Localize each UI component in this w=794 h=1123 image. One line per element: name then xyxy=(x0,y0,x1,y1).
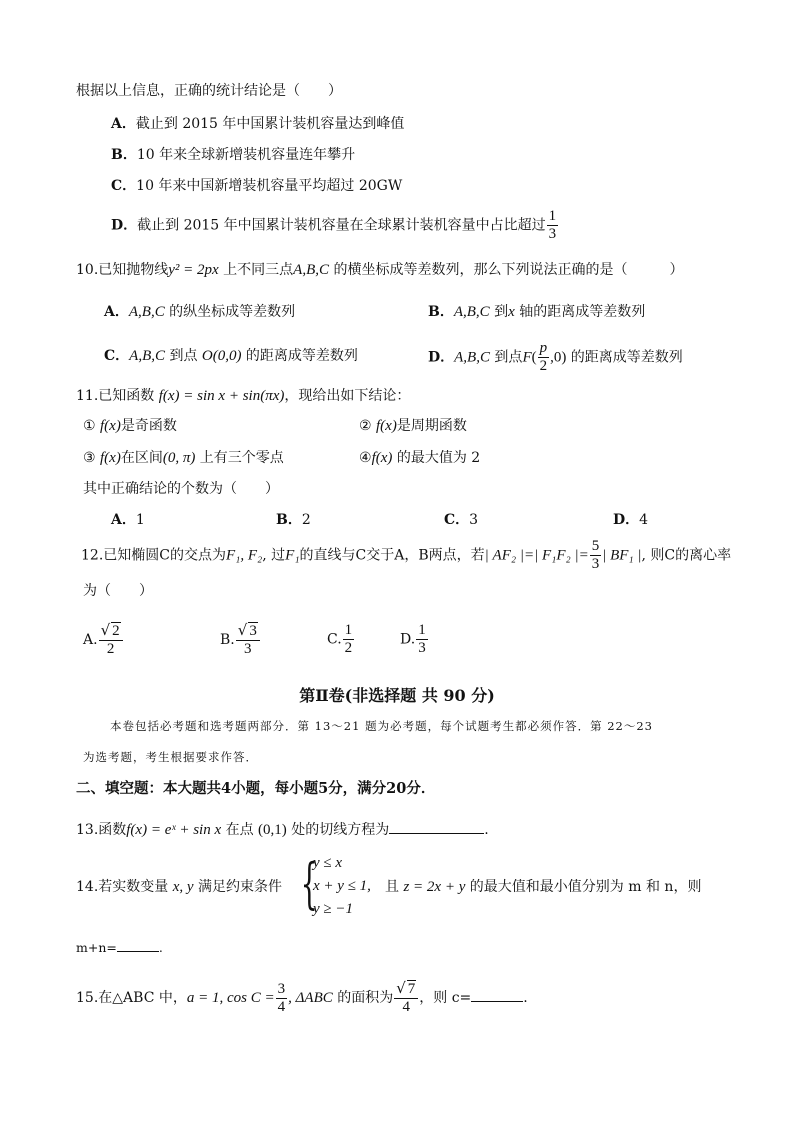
origin-point: O(0,0) xyxy=(201,348,242,364)
option-text: 截止到 2015 年中国累计装机容量在全球累计装机容量中占比超过 xyxy=(137,217,546,234)
fraction-sqrt7-over-4: $\frac{√ 7}{4}$ xyxy=(394,980,418,1016)
q11-option-d: D．4 xyxy=(613,512,649,528)
q9-option-c xyxy=(111,177,402,195)
answer-blank[interactable] xyxy=(471,987,523,1002)
q13: 13.函数f(x) = eˣ + sin x 在点 (0,1) 处的切线方程为 . xyxy=(76,819,489,839)
q12-option-c: C. $\frac{1}{2}$ xyxy=(327,622,353,656)
fraction-sqrt3-over-3: $\frac{√ 3}{3}$ xyxy=(236,622,260,658)
q14-stem-right: 且 z = 2x + y 的最大值和最小值分别为 m 和 n，则 xyxy=(385,879,702,895)
q11-option-b: B．2 xyxy=(276,512,311,528)
q14-answer-line: m+n= . xyxy=(76,940,163,955)
q15: 15.在△ABC 中，a = 1, cos C = $\frac{3}{4}$ , ΔABC 的面积为 $\frac{√ 7}{4}$ ，则 c= . xyxy=(76,979,528,1015)
q10-option-b: B．A,B,C 到x 轴的距离成等差数列 xyxy=(428,304,646,320)
part-ii-note-line2: 为选考题，考生根据要求作答． xyxy=(83,750,258,764)
option-key: D． xyxy=(111,217,138,234)
q12-stem: 12.已知椭圆C的交点为F₁, F₂, 过F₁的直线与C交于A，B两点，若| AF₂ |=| F₁F₂ |= $\frac{5}{3}$ | BF₁ |, 则C的离心率 xyxy=(81,538,732,572)
q11-option-c: C．3 xyxy=(444,512,479,528)
q12-option-a: A. $\frac{√ 2}{2}$ xyxy=(83,622,124,658)
q10-option-d: D．A,B,C 到点F( $\frac{p}{2}$ ,0) 的距离成等差数列 xyxy=(428,340,683,374)
q9-option-d xyxy=(111,208,559,243)
q12-option-d: D. $\frac{1}{3}$ xyxy=(400,622,426,656)
q11-question: 其中正确结论的个数为（ ） xyxy=(83,481,279,497)
answer-blank[interactable] xyxy=(117,939,159,952)
q9-stem: 根据以上信息，正确的统计结论是（ ） xyxy=(76,83,342,99)
q11-item-4: ④f(x) 的最大值为 2 xyxy=(359,450,481,466)
q10-option-a: A．A,B,C 的纵坐标成等差数列 xyxy=(104,304,296,320)
q9-option-b xyxy=(111,146,355,164)
fraction-sqrt2-over-2: $\frac{√ 2}{2}$ xyxy=(99,622,123,658)
q14-stem: 14.若实数变量 x, y 满足约束条件 xyxy=(76,879,282,895)
function-definition: f(x) = sin x + sin(πx) xyxy=(158,388,285,404)
part-ii-note-line1: 本卷包括必考题和选考题两部分．第 13～21 题为必考题，每个试题考生都必须作答．第 22～23 xyxy=(110,719,653,733)
q11-item-2: ② f(x)是周期函数 xyxy=(359,418,467,434)
q12-stem-cont: 为（ ） xyxy=(83,583,153,599)
q9-option-a xyxy=(111,115,404,133)
part-ii-title: 第Ⅱ卷(非选择题 共 90 分) xyxy=(299,686,495,705)
question-number: 10. xyxy=(76,262,99,278)
fraction-one-third: $\frac{1}{3}$ xyxy=(548,208,557,242)
option-text: 截止到 2015 年中国累计装机容量达到峰值 xyxy=(135,116,405,132)
option-text: 10 年来中国新增装机容量平均超过 20GW xyxy=(136,178,403,194)
constraint-brace: { xyxy=(300,852,318,915)
parabola-equation: y² = 2px xyxy=(168,262,219,278)
answer-blank[interactable] xyxy=(389,819,484,834)
constraint-system: y ≤ x x + y ≤ 1, y ≥ −1 xyxy=(313,855,371,917)
option-text: 10 年来全球新增装机容量连年攀升 xyxy=(136,147,356,163)
fraction-p-over-2: $\frac{p}{2}$ xyxy=(539,340,548,374)
fraction-one-half: $\frac{1}{2}$ xyxy=(344,622,353,656)
q11-stem: 11.已知函数 f(x) = sin x + sin(πx)，现给出如下结论： xyxy=(76,388,411,404)
q11-option-a: A．1 xyxy=(111,512,145,528)
q10-stem: 10.已知抛物线y² = 2px 上不同三点A,B,C 的横坐标成等差数列，那么下列说法正确的是（ ） xyxy=(76,262,684,278)
fraction-five-thirds: $\frac{5}{3}$ xyxy=(591,538,600,572)
q10-option-c: C．A,B,C 到点 O(0,0) 的距离成等差数列 xyxy=(104,348,358,364)
q11-item-3: ③ f(x)在区间(0, π) 上有三个零点 xyxy=(83,450,284,466)
option-key: C． xyxy=(111,178,137,194)
option-key: A． xyxy=(111,116,136,132)
q12-option-b: B. $\frac{√ 3}{3}$ xyxy=(220,622,261,658)
section-heading-fill-in: 二、填空题：本大题共4小题，每小题5分，满分20分． xyxy=(76,780,436,797)
fraction-one-third: $\frac{1}{3}$ xyxy=(418,622,426,656)
option-key: B． xyxy=(111,147,137,163)
fraction-three-quarters: $\frac{3}{4}$ xyxy=(277,980,286,1015)
q11-item-1: ① f(x)是奇函数 xyxy=(83,418,177,434)
